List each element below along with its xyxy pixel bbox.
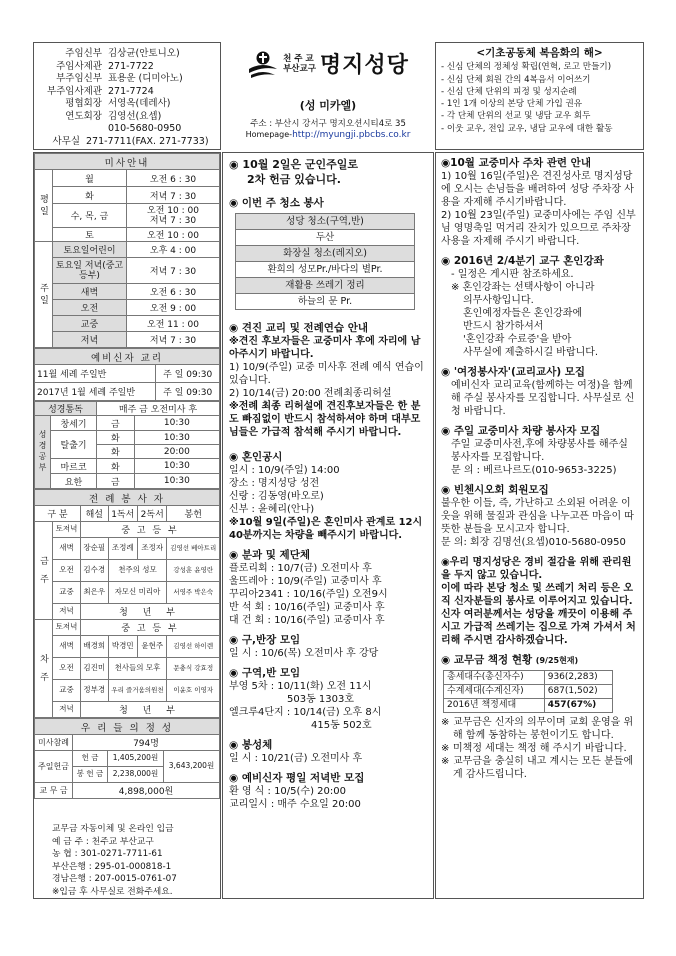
theme-item: - 1인 1개 이상의 본당 단체 가입 권유 [441, 99, 583, 110]
cost-saving-notice: ◉우리 명지성당은 경비 절감을 위해 관리원을 두지 않고 있습니다. 이에 따라 본당 청소 및 쓰레기 처리 등은 오직 신자분들의 봉사로 이루어지고 있습니다. 신자 여러분께서는 성당을 깨끗이 이용해 주시고 가급적 쓰레기는 집으로 가져 가셔서 처리해 주시면 감사하겠습니다. [441, 557, 636, 646]
offering-table: 우 리 들 의 정 성 미사참례 794명 주일헌금 헌 금 1,405,200원 3,643,200원 봉 헌 금 2,238,000원 교 무 금 4,898,000원 [34, 718, 220, 799]
staff-info-box [33, 42, 221, 150]
theme-item: - 각 단체 단위의 선교 및 냉담 교우 회두 [441, 111, 591, 122]
homepage-link[interactable]: http://myungji.pbcbs.co.kr [292, 130, 411, 140]
vincent-society-notice: ◉ 빈첸시오회 회원모집 불우한 이들, 즉, 가난하고 소외된 어려운 이웃을 위해 물질과 관심을 나누고픈 마음이 따뜻한 분들을 모시고자 합니다. 문 의: 회장 김명선(요셉)010-5680-0950 [441, 484, 634, 548]
cleaning-table: 성당 청소(구역,반) 두산 화장실 청소(레지오) 환희의 성모Pr./바다의 별Pr. 재활용 쓰레기 정리 하늘의 문 Pr. [235, 213, 415, 310]
theme-box [435, 42, 644, 150]
parish-logo [222, 48, 434, 79]
theme-item: - 신심 단체 회원 간의 4복음서 이어쓰기 [441, 74, 591, 85]
staff-row: 부주임사제관 271-7724 [46, 85, 154, 97]
notice-military-sunday: ◉ 10월 2일은 군인주일로 2차 헌금 있습니다. [229, 158, 359, 186]
theme-item: - 이웃 교우, 전입 교우, 냉담 교우에 대한 활동 [441, 123, 613, 134]
catechist-recruit-notice: ◉ '여정봉사자'(교리교사) 모집 예비신자 교리교육(함께하는 여정)을 함께 해 주실 봉사자를 모집합니다. 사무실로 신청 바랍니다. [441, 366, 635, 417]
address: 주소 : 부산시 강서구 명지오션시티4로 35 [250, 119, 406, 129]
dues-table: 총세대수(총신자수) 936(2,283) 수계세대(수계신자) 687(1,502) 2016년 책정세대 457(67%) [443, 670, 613, 713]
staff-row: 부주임신부 표용운 (디미아노) [56, 73, 183, 84]
mass-title: 미사안내 [35, 154, 220, 170]
gu-ban-leaders-notice: ◉ 구,반장 모임 일 시 : 10/6(목) 오전미사 후 강당 [229, 634, 379, 659]
staff-row: 주임신부 김상균(안토니오) [65, 48, 180, 59]
liturgy-servers-table: 전 례 봉 사 자 구 분 해설 1독서 2독서 봉헌 금 주 토저녁 중 고 등 부 새벽 장순필 조정례 조정자 김영선 베아트리 오전 김수경 천주의 성모 강성훈 윤영란 교중 최은우 자모신 미리아 서영주 박은숙 저녁 청 년 부 차 주 토저녁 중 고 등 부 새벽 배경희 박경민 윤현주 김영선 하이렌 오전 김진미 천사들의 모후 문충식 강효정 교중 정부경 우리 즐거움의원천 이윤호 이영자 저녁 청 년 부 [34, 489, 220, 718]
dues-note: ※ 교무금은 신자의 의무이며 교회 운영을 위해 함께 동참하는 봉헌이기도 합니다. [441, 717, 634, 741]
staff-row: 사무실 271-7711(FAX. 271-7733) [52, 135, 209, 147]
dues-note: ※ 미책정 세대는 책정 해 주시기 바랍니다. [441, 743, 627, 754]
staff-row: 주임사제관 271-7722 [56, 60, 154, 72]
theme-title: <기초공동체 복음화의 해> [476, 47, 603, 59]
patron-saint: (성 미카엘) [299, 99, 357, 112]
middle-column [222, 152, 434, 899]
weekday-label: 평일 [35, 170, 53, 242]
communion-sick-notice: ◉ 봉성체 일 시 : 10/21(금) 오전미사 후 [229, 739, 363, 764]
mass-schedule-table: 미사안내 평일 월 오전 6 : 30 화 저녁 7 : 30 수, 목, 금 오전 10 : 00 저녁 7 : 30 토 오전 10 : 00 주일 토요일어린이 오후 4 : 00 토요일 저녁(중고등부) 저녁 7 : 30 새벽 오전 6 : 30 오전 오전 9 : 00 교중 오전 11 : 00 저녁 저녁 7 : 30 [34, 153, 220, 348]
theme-item: - 신심 단체의 정체성 확립(연혁, 로고 만들기) [441, 62, 612, 73]
dues-status: ◉ 교무금 책정 현황 (9/25현재) 총세대수(총신자수) 936(2,283) 수계세대(수계신자) 687(1,502) 2016년 책정세대 457(67%) ※ 교무금은 신자의 의무이며 교회 운영을 위해 함께 동참하는 봉헌이기도 합니다. ※ 미책정 세대는 책정 해 주시기 바랍니다. ※ 교무금을 충실히 내고 계시는 모든 분들에게 감사드립니다. [441, 654, 638, 781]
confirmation-notice: ◉ 견진 교리 및 전례연습 안내 ※견진 후보자들은 교중미사 후에 자리에 남아주시기 바랍니다. 1) 10/9(주일) 교중 미사후 전례 예식 연습이 있습니다. 2) 10/14(금) 20:00 전례최종리허설 ※전례 최종 리허설에 견진후보자들은 한 분도 빠짐없이 반드시 참석하셔야 하며 대부모님들은 가급적 참석해 주시기 바랍니다. [229, 322, 424, 438]
homepage: Homepage-http://myungji.pbcbs.co.kr [245, 130, 411, 140]
parish-name: 명지성당 [319, 53, 409, 78]
dues-note: ※ 교무금을 충실히 내고 계시는 모든 분들에게 감사드립니다. [441, 756, 634, 780]
bible-study-table: 성경통독 매주 금 오전미사 후 성경공부 창세기 금 10:30 탈출기 화 10:30 화 20:00 마르코 화 10:30 요한 금 10:30 [34, 401, 220, 489]
donation-info: 교무금 자동이체 및 온라인 입금 예 금 주 : 천주교 부산교구 농 협 : 301-0271-7711-61 부산은행 : 295-01-000818-1 경남은행 : 207-0015-0761-07 ※입금 후 사무실로 전화주세요. [52, 824, 177, 897]
parish-emblem-icon [247, 49, 279, 79]
theme-item: - 신심 단체 단위의 피정 및 성지순례 [441, 86, 577, 97]
evening-class-notice: ◉ 예비신자 평일 저녁반 모집 환 영 식 : 10/5(수) 20:00 교리일시 : 매주 수요일 20:00 [229, 772, 365, 810]
district-meeting-notice: ◉ 구역,반 모임 부영 5차 : 10/11(화) 오전 11시 503동 1303호 엘크루4단지 : 10/14(금) 오후 8시 415동 502호 [229, 667, 382, 731]
parish-logo-box [222, 42, 434, 150]
wedding-notice: ◉ 혼인공시 일시 : 10/9(주일) 14:00 장소 : 명지성당 성전 신랑 : 김동영(바오로) 신부 : 윤혜리(안나) ※10월 9일(주일)은 혼인미사 관계로 12시 40분까지는 차량을 빼주시기 바랍니다. [229, 451, 423, 541]
right-column [435, 152, 644, 899]
staff-row: 평협회장 서영옥(데레사) [65, 98, 171, 109]
groups-notice: ◉ 분과 및 제단체 플로리회 : 10/7(금) 오전미사 후 울뜨레아 : 10/9(주일) 교중미사 후 꾸리아2341 : 10/16(주일) 오전9시 반 석 회 : 10/16(주일) 교중미사 후 대 건 회 : 10/16(주일) 교중미사 후 [229, 549, 388, 626]
driver-recruit-notice: ◉ 주일 교중미사 차량 봉사자 모집 주일 교중미사전,후에 차량봉사를 해주실 봉사자를 모집합니다. 문 의 : 베르나르도(010-9653-3225) [441, 425, 628, 476]
marriage-course-notice: ◉ 2016년 2/4분기 교구 혼인강좌 - 일정은 게시판 참조하세요. ※ 혼인강좌는 선택사항이 아니라 의무사항입니다. 혼인예정자들은 혼인강좌에 반드시 참가하셔서 '혼인강좌 수료증'을 받아 사무실에 제출하시길 바랍니다. [441, 255, 604, 358]
staff-row: 010-5680-0950 [108, 123, 182, 134]
diocese-label: 천 주 교 부산교구 [283, 53, 316, 74]
parking-notice: ◉10월 교중미사 주차 관련 안내 1) 10월 16일(주일)은 견진성사로 명지성당에 오시는 손님들을 배려하여 성당 주차장 사용을 자제해 주시기바랍니다. 2) 10월 23일(주일) 교중미사에는 주임 신부님 영명축일 먹거리 잔치가 있으므로 주차장 사용을 자제해 주시기 바랍니다. [441, 157, 636, 247]
left-column [33, 152, 221, 899]
staff-row: 연도회장 김영선(요셉) [65, 110, 162, 122]
sunday-label: 주일 [35, 242, 53, 348]
catechumen-table: 예비신자 교리 11월 세례 주일반 주 일 09:30 2017년 1월 세례 주일반 주 일 09:30 [34, 348, 220, 401]
cleaning-title: ◉ 이번 주 청소 봉사 [229, 197, 324, 209]
